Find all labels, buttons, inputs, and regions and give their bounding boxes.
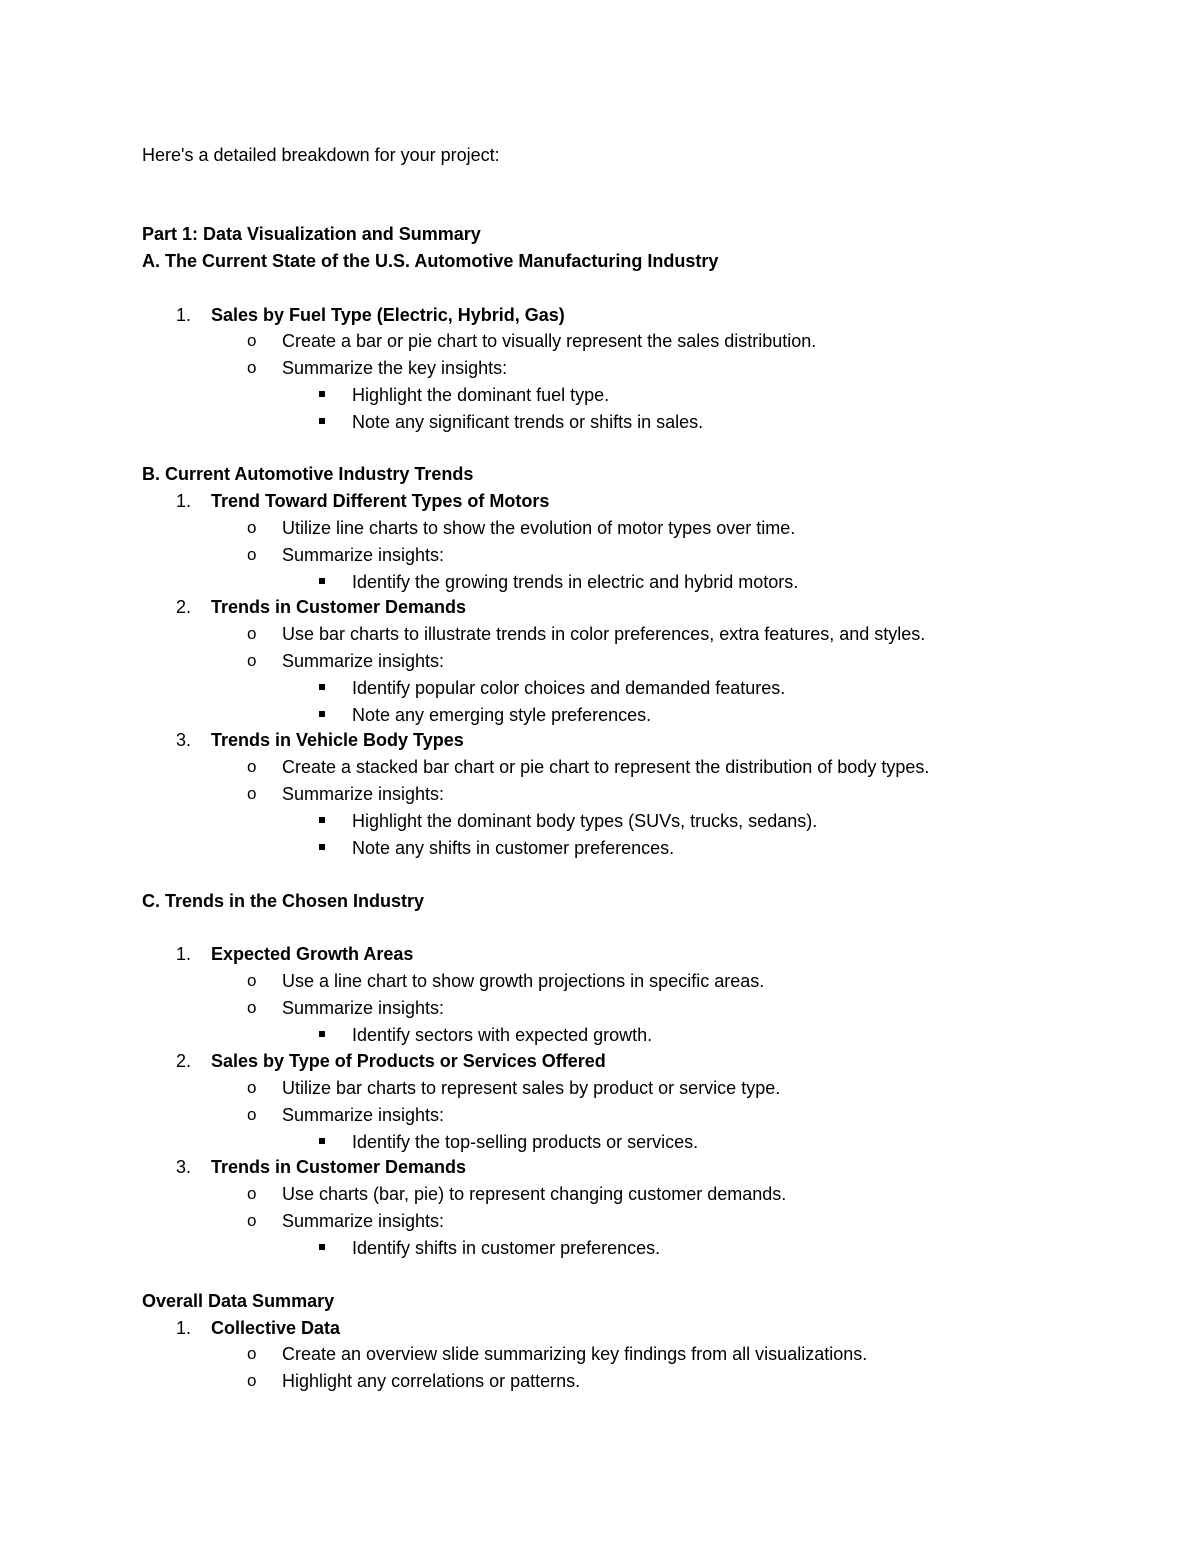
bullet-marker: o — [247, 358, 257, 377]
list-number: 3. — [176, 730, 192, 750]
list-number: 1. — [176, 491, 192, 511]
bullet-text: Summarize insights: — [282, 1211, 445, 1231]
bullet-marker: o — [247, 651, 257, 670]
sub-bullet-text: Note any emerging style preferences. — [352, 705, 652, 725]
square-bullet-icon — [319, 391, 325, 397]
bullet-marker: o — [247, 1184, 257, 1203]
list-number: 3. — [176, 1157, 192, 1177]
bullet-text: Create a stacked bar chart or pie chart to represent the distribution of body types. — [282, 757, 930, 777]
list-number: 2. — [176, 597, 192, 617]
bullet-text: Use a line chart to show growth projections in specific areas. — [282, 971, 765, 991]
bullet-text: Highlight any correlations or patterns. — [282, 1371, 581, 1391]
bullet-marker: o — [247, 331, 257, 350]
section-c-heading: C. Trends in the Chosen Industry — [142, 891, 425, 911]
square-bullet-icon — [319, 711, 325, 717]
bullet-text: Utilize line charts to show the evolution of motor types over time. — [282, 518, 796, 538]
item-title: Trends in Vehicle Body Types — [211, 730, 464, 750]
square-bullet-icon — [319, 684, 325, 690]
list-number: 2. — [176, 1051, 192, 1071]
sub-bullet-text: Identify shifts in customer preferences. — [352, 1238, 661, 1258]
bullet-text: Summarize insights: — [282, 998, 445, 1018]
bullet-text: Summarize insights: — [282, 784, 445, 804]
square-bullet-icon — [319, 1244, 325, 1250]
bullet-marker: o — [247, 1105, 257, 1124]
bullet-marker: o — [247, 998, 257, 1017]
sub-bullet-text: Highlight the dominant body types (SUVs, trucks, sedans). — [352, 811, 818, 831]
part1-heading: Part 1: Data Visualization and Summary — [142, 224, 481, 244]
list-number: 1. — [176, 305, 192, 325]
bullet-marker: o — [247, 757, 257, 776]
bullet-marker: o — [247, 624, 257, 643]
square-bullet-icon — [319, 844, 325, 850]
sub-bullet-text: Identify popular color choices and demanded features. — [352, 678, 786, 698]
list-number: 1. — [176, 1318, 192, 1338]
item-title: Trends in Customer Demands — [211, 597, 467, 617]
bullet-marker: o — [247, 518, 257, 537]
sub-bullet-text: Highlight the dominant fuel type. — [352, 385, 610, 405]
overall-heading: Overall Data Summary — [142, 1291, 335, 1311]
sub-bullet-text: Note any shifts in customer preferences. — [352, 838, 675, 858]
sub-bullet-text: Identify the top-selling products or services. — [352, 1132, 699, 1152]
sub-bullet-text: Identify sectors with expected growth. — [352, 1025, 653, 1045]
item-title: Sales by Type of Products or Services Offered — [211, 1051, 606, 1071]
bullet-marker: o — [247, 1371, 257, 1390]
section-a-heading: A. The Current State of the U.S. Automotive Manufacturing Industry — [142, 251, 719, 271]
square-bullet-icon — [319, 578, 325, 584]
item-title: Trends in Customer Demands — [211, 1157, 467, 1177]
bullet-text: Utilize bar charts to represent sales by product or service type. — [282, 1078, 781, 1098]
bullet-marker: o — [247, 971, 257, 990]
square-bullet-icon — [319, 1138, 325, 1144]
item-title: Trend Toward Different Types of Motors — [211, 491, 550, 511]
bullet-marker: o — [247, 1344, 257, 1363]
bullet-marker: o — [247, 545, 257, 564]
square-bullet-icon — [319, 1031, 325, 1037]
bullet-text: Create a bar or pie chart to visually represent the sales distribution. — [282, 331, 817, 351]
bullet-text: Summarize the key insights: — [282, 358, 508, 378]
bullet-text: Use charts (bar, pie) to represent changing customer demands. — [282, 1184, 787, 1204]
section-b-heading: B. Current Automotive Industry Trends — [142, 464, 474, 484]
list-number: 1. — [176, 944, 192, 964]
square-bullet-icon — [319, 418, 325, 424]
item-title: Sales by Fuel Type (Electric, Hybrid, Gas) — [211, 305, 565, 325]
item-title: Collective Data — [211, 1318, 341, 1338]
item-title: Expected Growth Areas — [211, 944, 414, 964]
bullet-text: Summarize insights: — [282, 545, 445, 565]
bullet-marker: o — [247, 1078, 257, 1097]
bullet-text: Summarize insights: — [282, 651, 445, 671]
bullet-text: Use bar charts to illustrate trends in color preferences, extra features, and styles. — [282, 624, 926, 644]
sub-bullet-text: Identify the growing trends in electric and hybrid motors. — [352, 572, 799, 592]
sub-bullet-text: Note any significant trends or shifts in sales. — [352, 412, 704, 432]
bullet-text: Summarize insights: — [282, 1105, 445, 1125]
bullet-marker: o — [247, 1211, 257, 1230]
bullet-marker: o — [247, 784, 257, 803]
square-bullet-icon — [319, 817, 325, 823]
intro-text: Here's a detailed breakdown for your project: — [142, 145, 500, 165]
bullet-text: Create an overview slide summarizing key findings from all visualizations. — [282, 1344, 868, 1364]
